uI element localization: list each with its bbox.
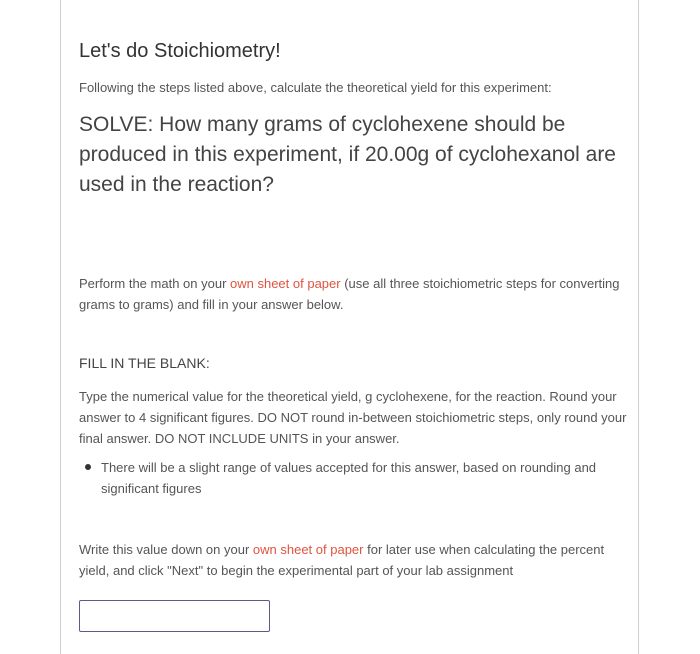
notes-list (79, 457, 627, 499)
write-text-before: Write this value down on your (79, 542, 253, 557)
question-panel (60, 0, 639, 654)
own-paper-highlight-2: own sheet of paper (252, 542, 364, 557)
fill-in-blank-label: FILL IN THE BLANK: (79, 355, 210, 371)
bullet-icon (85, 464, 91, 470)
write-text-after: for later use when calculating the percent yield, and click "Next" to begin the experimental part of your lab assignment (79, 542, 605, 578)
perform-text-before: Perform the math on your (79, 276, 231, 291)
solve-question (79, 110, 627, 200)
list-item (79, 457, 627, 499)
write-instructions (79, 539, 627, 581)
page-heading: Let's do Stoichiometry! (79, 40, 281, 62)
bullet-text: There will be a slight range of values accepted for this answer, based on rounding and significant figures (101, 460, 597, 496)
solve-question-text: How many grams of cyclohexene should be produced in this experiment, if 20.00g of cyclohexanol are used in the reaction? (79, 113, 616, 196)
answer-instructions: Type the numerical value for the theoretical yield, g cyclohexene, for the reaction. Round your answer to 4 significant figures. DO NOT round in-between stoichiometric steps, only round your final answer. DO NOT INCLUDE UNITS in your answer. (79, 389, 627, 446)
perform-text-after: (use all three stoichiometric steps for converting grams to grams) and fill in your answer below. (79, 276, 620, 312)
own-paper-highlight: own sheet of paper (230, 276, 341, 291)
perform-instructions (79, 273, 627, 315)
answer-input[interactable] (79, 600, 270, 632)
intro-text: Following the steps listed above, calculate the theoretical yield for this experiment: (79, 80, 552, 95)
solve-label: SOLVE: (79, 113, 154, 136)
